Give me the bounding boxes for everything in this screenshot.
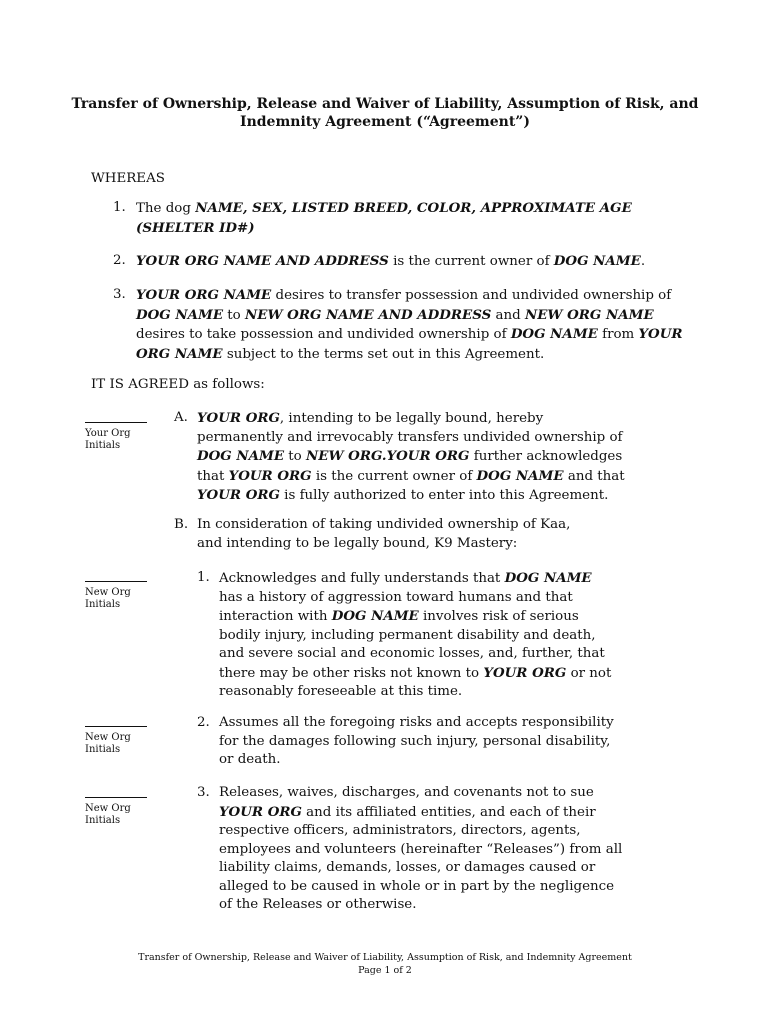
title-line-1: Transfer of Ownership, Release and Waiver of Liability, Assumption of Risk, and — [71, 96, 699, 112]
new-org-initials[interactable] — [85, 581, 147, 611]
emphasized-placeholder: YOUR ORG — [197, 487, 280, 503]
text-run: , intending to be legally bound, hereby permanently and irrevocably transfers undivided ownership of — [197, 411, 623, 445]
initials-signature-line[interactable] — [85, 581, 147, 582]
text-run: Assumes all the foregoing risks and accepts responsibility for the damages following such injury, personal disability, or death. — [219, 715, 614, 767]
emphasized-placeholder: YOUR ORG — [483, 664, 567, 681]
emphasized-placeholder: YOUR ORG NAME AND ADDRESS — [136, 253, 389, 269]
emphasized-placeholder: DOG NAME — [476, 467, 564, 484]
initials-label-line1: New Org — [85, 732, 131, 743]
emphasized-placeholder: DOG NAME — [331, 608, 419, 624]
emphasized-placeholder: DOG NAME — [504, 570, 592, 586]
document-title — [60, 95, 710, 131]
page-number: Page 1 of 2 — [358, 964, 412, 976]
emphasized-placeholder: DOG NAME — [510, 326, 598, 342]
emphasized-placeholder: YOUR ORG — [219, 803, 302, 820]
initials-label-line1: New Org — [85, 587, 131, 598]
emphasized-placeholder: NEW ORG NAME — [524, 306, 654, 323]
subitem-number: 1. — [197, 570, 210, 585]
text-run: is the current owner of — [388, 254, 554, 269]
emphasized-placeholder: DOG NAME — [553, 253, 641, 269]
subitem-number: 3. — [197, 785, 210, 800]
text-run: and that — [563, 468, 625, 484]
initials-label-line2: Initials — [85, 599, 121, 610]
whereas-heading: WHEREAS — [91, 171, 165, 186]
text-run: to — [284, 449, 307, 464]
recital-number: 3. — [113, 287, 126, 302]
text-run: desires to transfer possession and undivided ownership of — [271, 288, 672, 303]
emphasized-placeholder: YOUR ORG NAME — [136, 326, 683, 362]
text-run: from — [597, 327, 639, 342]
initials-label-line1: New Org — [85, 803, 131, 814]
initials-signature-line[interactable] — [85, 422, 147, 423]
clause-a-text — [197, 409, 627, 506]
initials-signature-line[interactable] — [85, 797, 147, 798]
emphasized-placeholder: DOG NAME — [136, 306, 224, 323]
agreed-heading: IT IS AGREED as follows: — [91, 377, 265, 392]
emphasized-placeholder: NEW ORG NAME AND ADDRESS — [245, 306, 492, 323]
text-run: . — [640, 254, 646, 269]
new-org-initials[interactable] — [85, 726, 147, 756]
text-run: or not reasonably foreseeable at this time. — [219, 665, 612, 699]
emphasized-placeholder: NAME, SEX, LISTED BREED, COLOR, APPROXIMATE AGE (SHELTER ID#) — [136, 200, 632, 236]
clause-b-label: B. — [174, 517, 189, 532]
clause-b-text: In consideration of taking undivided ownership of Kaa, and intending to be legally bound, K9 Mastery: — [197, 517, 571, 551]
initials-label-line1: Your Org — [85, 428, 131, 439]
subitem-2 — [219, 714, 619, 770]
emphasized-placeholder: NEW ORG.YOUR ORG — [306, 448, 470, 464]
text-run: desires to take possession and undivided ownership of — [136, 327, 511, 342]
recital-3 — [136, 286, 689, 364]
initials-label-line2: Initials — [85, 440, 121, 451]
subitem-number: 2. — [197, 715, 210, 730]
text-run: has a history of aggression toward humans and that interaction with — [219, 589, 573, 624]
text-run: and — [491, 307, 525, 323]
subitem-1 — [219, 569, 619, 702]
emphasized-placeholder: YOUR ORG NAME — [136, 287, 272, 303]
clause-a-label: A. — [174, 410, 188, 425]
text-run: involves risk of serious bodily injury, including permanent disability and death, and severe social and economic losses, and, further, that there may be other risks not known to — [219, 609, 605, 681]
text-run: to — [223, 307, 246, 323]
text-run: and its affiliated entities, and each of their respective officers, administrators, directors, agents, employees and volunteers (hereinafter “Releases”) from all liability claims, demands, losses, or damages caused or alleged to be caused in whole or in part by the negligence of the Releases or otherwise. — [219, 804, 623, 912]
your-org-initials[interactable] — [85, 422, 147, 452]
subitem-3 — [219, 784, 631, 915]
new-org-initials[interactable] — [85, 797, 147, 827]
text-run: is fully authorized to enter into this Agreement. — [279, 488, 609, 503]
text-run: Acknowledges and fully understands that — [219, 571, 505, 586]
emphasized-placeholder: DOG NAME — [197, 448, 285, 464]
recital-1 — [136, 199, 636, 238]
page-footer — [60, 952, 710, 977]
text-run: Releases, waives, discharges, and covenants not to sue — [219, 785, 594, 800]
text-run: The dog — [136, 201, 196, 216]
title-line-2: Indemnity Agreement (“Agreement”) — [240, 114, 530, 130]
initials-label-line2: Initials — [85, 815, 121, 826]
recital-number: 1. — [113, 200, 126, 215]
initials-label-line2: Initials — [85, 744, 121, 755]
text-run: further acknowledges that — [197, 449, 623, 484]
text-run: is the current owner of — [311, 468, 477, 484]
initials-signature-line[interactable] — [85, 726, 147, 727]
emphasized-placeholder: YOUR ORG — [228, 467, 312, 484]
footer-title: Transfer of Ownership, Release and Waiver of Liability, Assumption of Risk, and Indemnity Agreement — [138, 952, 632, 963]
recital-2 — [136, 252, 696, 272]
emphasized-placeholder: YOUR ORG — [197, 410, 280, 426]
recital-number: 2. — [113, 253, 126, 268]
text-run: subject to the terms set out in this Agreement. — [222, 346, 545, 362]
